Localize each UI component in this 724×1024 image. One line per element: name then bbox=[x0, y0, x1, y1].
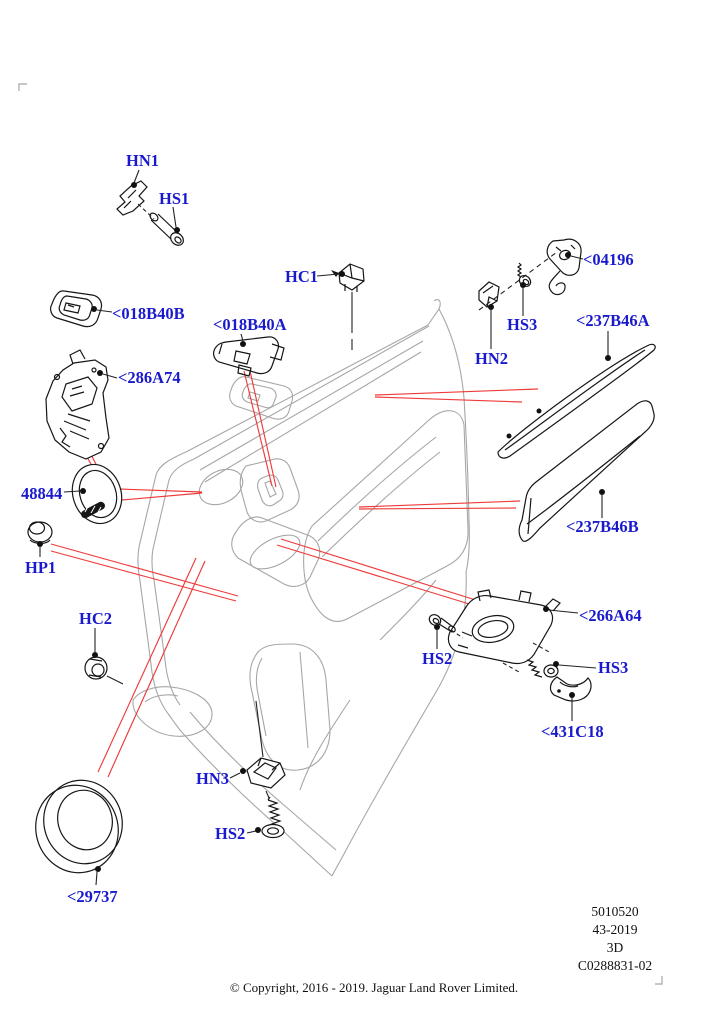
handle-cup-oval bbox=[245, 528, 305, 576]
trim-strip-stud-2 bbox=[507, 434, 512, 439]
red-leader-29737-1 bbox=[98, 558, 196, 772]
hs3-bottom-threads bbox=[527, 660, 542, 677]
red-leader-hp1-1 bbox=[51, 544, 238, 596]
callout-hn3 bbox=[230, 773, 240, 778]
part-label-431c18[interactable]: <431C18 bbox=[541, 722, 604, 741]
switch-panel-outline bbox=[214, 337, 279, 374]
part-29737-speaker-ring bbox=[24, 770, 133, 884]
red-leader-237b46a-1 bbox=[375, 389, 538, 395]
armrest-top-line-1 bbox=[318, 437, 436, 541]
callout-hc2-to-door bbox=[107, 676, 123, 684]
part-label-hs3-bottom[interactable]: HS3 bbox=[598, 658, 629, 677]
part-label-hs2-bottom[interactable]: HS2 bbox=[215, 824, 246, 843]
part-hc1-clip bbox=[331, 264, 364, 292]
part-hn2-clip bbox=[479, 282, 499, 307]
armrest-switch-pod bbox=[240, 459, 299, 522]
part-label-hc1[interactable]: HC1 bbox=[285, 267, 318, 286]
callout-hs2-bottom bbox=[247, 831, 256, 833]
part-label-286a74[interactable]: <286A74 bbox=[118, 368, 181, 387]
part-label-018b40b[interactable]: <018B40B bbox=[112, 304, 185, 323]
red-leader-lines bbox=[51, 371, 538, 777]
part-018b40a-switch-panel bbox=[214, 337, 284, 376]
part-label-hs3-top[interactable]: HS3 bbox=[507, 315, 538, 334]
part-label-237b46a[interactable]: <237B46A bbox=[576, 311, 650, 330]
part-hc2-clip bbox=[85, 657, 107, 679]
callout-266a64 bbox=[549, 610, 578, 613]
red-leader-237b46b-2 bbox=[359, 508, 516, 509]
doc-view-type: 3D bbox=[606, 940, 624, 955]
oval-bezel-outer bbox=[65, 458, 129, 530]
door-bottom-edge bbox=[180, 730, 332, 876]
part-04196-lock-knob bbox=[547, 239, 581, 294]
red-leader-hp1-2 bbox=[51, 551, 236, 601]
part-48844-oval-bezel bbox=[65, 458, 129, 530]
red-leader-237b46a-2 bbox=[375, 397, 522, 402]
part-hn3-clip bbox=[247, 758, 285, 788]
copyright-notice: © Copyright, 2016 - 2019. Jaguar Land Rover Limited. bbox=[229, 980, 519, 995]
part-label-hn2[interactable]: HN2 bbox=[475, 349, 508, 368]
door-top-band-line-3 bbox=[205, 352, 421, 482]
doc-code: C0288831-02 bbox=[577, 958, 653, 973]
callout-hn1 bbox=[134, 170, 139, 183]
red-leader-29737-2 bbox=[108, 561, 205, 777]
hs3-top-threads bbox=[518, 263, 521, 277]
part-label-hs1[interactable]: HS1 bbox=[159, 189, 190, 208]
callout-hs1 bbox=[173, 207, 176, 227]
door-lower-rear-edge bbox=[332, 572, 466, 876]
armrest-switch-inner bbox=[265, 481, 276, 497]
footer bbox=[230, 904, 652, 995]
red-leader-266a64-2 bbox=[277, 545, 479, 607]
red-leader-266a64-1 bbox=[281, 539, 482, 602]
hn3-clip-body bbox=[247, 758, 285, 788]
top-left-corner-mark bbox=[19, 84, 27, 91]
handle-bezel-outline bbox=[448, 596, 552, 664]
handle-cup-outline bbox=[232, 517, 320, 586]
doc-revision: 43-2019 bbox=[592, 922, 638, 937]
hc1-clip-barb bbox=[331, 270, 339, 277]
part-label-018b40a[interactable]: <018B40A bbox=[213, 315, 287, 334]
callout-29737 bbox=[96, 872, 97, 885]
hs1-bolt-tip bbox=[149, 212, 160, 223]
door-panel-drawing bbox=[133, 300, 469, 876]
bottom-right-corner-mark bbox=[655, 976, 662, 984]
part-label-hs2-right[interactable]: HS2 bbox=[422, 649, 453, 668]
part-hs1-bolt bbox=[149, 212, 186, 248]
part-label-hn3[interactable]: HN3 bbox=[196, 769, 229, 788]
part-label-48844[interactable]: 48844 bbox=[21, 484, 63, 503]
cover-hole bbox=[557, 689, 561, 693]
part-label-266a64[interactable]: <266A64 bbox=[579, 606, 642, 625]
red-leader-237b46b-1 bbox=[359, 501, 520, 507]
part-label-04196[interactable]: <04196 bbox=[583, 250, 634, 269]
part-label-hp1[interactable]: HP1 bbox=[25, 558, 57, 577]
red-leader-48844-2 bbox=[122, 493, 202, 500]
doc-number: 5010520 bbox=[591, 904, 639, 919]
door-pocket-divider bbox=[300, 652, 308, 748]
axis-hn1-hs1 bbox=[138, 204, 154, 219]
callout-hs3-bottom bbox=[559, 665, 596, 668]
red-leader-48844-1 bbox=[119, 489, 202, 492]
part-label-hn1[interactable]: HN1 bbox=[126, 151, 159, 170]
part-label-29737[interactable]: <29737 bbox=[67, 887, 118, 906]
lock-knob-cable bbox=[549, 271, 565, 295]
hn2-clip-body bbox=[479, 282, 499, 307]
lower-front-inner-line bbox=[145, 695, 178, 702]
part-hs3-bottom-screw bbox=[527, 660, 558, 677]
part-hp1-plug bbox=[28, 522, 52, 543]
part-label-hc2[interactable]: HC2 bbox=[79, 609, 112, 628]
hs2-bottom-washer bbox=[262, 825, 284, 838]
pocket-top-line bbox=[380, 580, 436, 640]
part-hs2-bottom-screw bbox=[262, 797, 284, 838]
trim-strip-stud-1 bbox=[537, 409, 542, 414]
door-pocket-inner-line bbox=[256, 658, 266, 736]
part-label-237b46b[interactable]: <237B46B bbox=[566, 517, 639, 536]
part-286a74-latch bbox=[46, 350, 109, 459]
